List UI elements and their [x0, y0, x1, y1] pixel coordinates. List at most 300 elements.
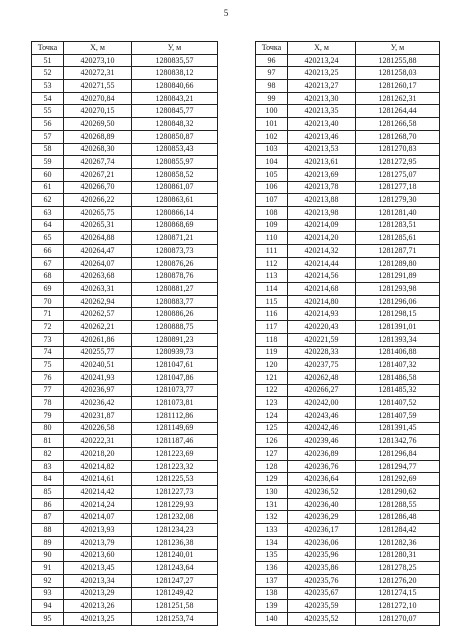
cell-point: 111 — [256, 245, 288, 258]
table-row — [256, 168, 440, 181]
table-header-row — [256, 42, 440, 55]
table-row — [256, 511, 440, 524]
cell-y: 1280835,57 — [132, 54, 218, 67]
cell-point: 75 — [32, 359, 64, 372]
table-row — [32, 524, 218, 537]
cell-x: 420236,17 — [288, 524, 356, 537]
table-row — [256, 397, 440, 410]
table-row — [256, 333, 440, 346]
cell-y: 1281393,34 — [356, 333, 440, 346]
cell-y: 1280840,66 — [132, 80, 218, 93]
cell-x: 420236,40 — [288, 498, 356, 511]
cell-x: 420266,22 — [64, 194, 132, 207]
cell-x: 420228,33 — [288, 346, 356, 359]
cell-point: 88 — [32, 524, 64, 537]
cell-y: 1280850,87 — [132, 130, 218, 143]
table-row — [32, 346, 218, 359]
cell-point: 139 — [256, 600, 288, 613]
cell-x: 420213,24 — [288, 54, 356, 67]
table-row — [32, 371, 218, 384]
cell-x: 420269,50 — [64, 118, 132, 131]
table-row — [32, 206, 218, 219]
cell-x: 420235,52 — [288, 612, 356, 625]
cell-y: 1281292,69 — [356, 473, 440, 486]
cell-y: 1281293,98 — [356, 283, 440, 296]
cell-point: 122 — [256, 384, 288, 397]
cell-x: 420214,68 — [288, 283, 356, 296]
cell-x: 420264,07 — [64, 257, 132, 270]
cell-x: 420214,20 — [288, 232, 356, 245]
cell-point: 125 — [256, 422, 288, 435]
cell-y: 1281270,83 — [356, 143, 440, 156]
cell-y: 1281285,61 — [356, 232, 440, 245]
cell-point: 87 — [32, 511, 64, 524]
cell-y: 1281249,42 — [132, 587, 218, 600]
cell-point: 77 — [32, 384, 64, 397]
cell-point: 89 — [32, 536, 64, 549]
cell-y: 1281270,07 — [356, 612, 440, 625]
table-row — [256, 245, 440, 258]
table-row — [32, 359, 218, 372]
cell-y: 1281223,32 — [132, 460, 218, 473]
cell-point: 117 — [256, 321, 288, 334]
cell-y: 1281486,58 — [356, 371, 440, 384]
cell-x: 420236,06 — [288, 536, 356, 549]
cell-x: 420213,69 — [288, 168, 356, 181]
cell-x: 420213,35 — [288, 105, 356, 118]
cell-x: 420226,58 — [64, 422, 132, 435]
cell-point: 54 — [32, 92, 64, 105]
cell-point: 60 — [32, 168, 64, 181]
cell-point: 100 — [256, 105, 288, 118]
cell-x: 420239,46 — [288, 435, 356, 448]
cell-y: 1280845,77 — [132, 105, 218, 118]
table-row — [256, 206, 440, 219]
cell-y: 1280838,12 — [132, 67, 218, 80]
cell-point: 118 — [256, 333, 288, 346]
table-row — [32, 295, 218, 308]
cell-point: 55 — [32, 105, 64, 118]
cell-point: 97 — [256, 67, 288, 80]
cell-y: 1280868,69 — [132, 219, 218, 232]
cell-point: 66 — [32, 245, 64, 258]
cell-y: 1280861,07 — [132, 181, 218, 194]
table-row — [32, 130, 218, 143]
table-row — [256, 498, 440, 511]
table-row — [32, 245, 218, 258]
cell-x: 420236,42 — [64, 397, 132, 410]
cell-x: 420213,61 — [288, 156, 356, 169]
cell-y: 1280873,73 — [132, 245, 218, 258]
table-row — [256, 105, 440, 118]
cell-point: 57 — [32, 130, 64, 143]
cell-point: 86 — [32, 498, 64, 511]
cell-x: 420213,40 — [288, 118, 356, 131]
cell-x: 420262,57 — [64, 308, 132, 321]
cell-x: 420237,75 — [288, 359, 356, 372]
cell-point: 95 — [32, 612, 64, 625]
cell-point: 133 — [256, 524, 288, 537]
cell-x: 420241,93 — [64, 371, 132, 384]
table-row — [256, 270, 440, 283]
cell-x: 420213,93 — [64, 524, 132, 537]
cell-y: 1281290,62 — [356, 486, 440, 499]
cell-y: 1281266,58 — [356, 118, 440, 131]
cell-y: 1281149,69 — [132, 422, 218, 435]
header-point: Точка — [32, 42, 64, 55]
cell-point: 109 — [256, 219, 288, 232]
cell-point: 70 — [32, 295, 64, 308]
cell-y: 1281406,88 — [356, 346, 440, 359]
table-row — [256, 409, 440, 422]
cell-y: 1281225,53 — [132, 473, 218, 486]
cell-y: 1281280,31 — [356, 549, 440, 562]
cell-x: 420235,76 — [288, 574, 356, 587]
cell-y: 1281391,01 — [356, 321, 440, 334]
cell-y: 1281274,15 — [356, 587, 440, 600]
table-row — [32, 92, 218, 105]
table-row — [32, 67, 218, 80]
cell-x: 420213,88 — [288, 194, 356, 207]
cell-y: 1281234,23 — [132, 524, 218, 537]
cell-x: 420220,43 — [288, 321, 356, 334]
table-row — [32, 473, 218, 486]
cell-y: 1281272,10 — [356, 600, 440, 613]
cell-y: 1281047,86 — [132, 371, 218, 384]
table-row — [32, 397, 218, 410]
cell-point: 112 — [256, 257, 288, 270]
cell-x: 420213,78 — [288, 181, 356, 194]
cell-x: 420214,44 — [288, 257, 356, 270]
cell-y: 1280881,27 — [132, 283, 218, 296]
cell-point: 93 — [32, 587, 64, 600]
table-row — [32, 384, 218, 397]
cell-y: 1281227,73 — [132, 486, 218, 499]
cell-y: 1281278,25 — [356, 562, 440, 575]
cell-y: 1280853,43 — [132, 143, 218, 156]
cell-x: 420236,52 — [288, 486, 356, 499]
cell-y: 1280855,97 — [132, 156, 218, 169]
cell-point: 71 — [32, 308, 64, 321]
cell-point: 98 — [256, 80, 288, 93]
cell-y: 1281281,40 — [356, 206, 440, 219]
cell-point: 67 — [32, 257, 64, 270]
cell-y: 1281296,84 — [356, 448, 440, 461]
table-row — [256, 587, 440, 600]
header-x: X, м — [288, 42, 356, 55]
cell-x: 420265,75 — [64, 206, 132, 219]
cell-point: 134 — [256, 536, 288, 549]
table-row — [256, 80, 440, 93]
cell-point: 61 — [32, 181, 64, 194]
cell-point: 63 — [32, 206, 64, 219]
cell-point: 56 — [32, 118, 64, 131]
cell-point: 84 — [32, 473, 64, 486]
cell-y: 1281253,74 — [132, 612, 218, 625]
cell-x: 420214,09 — [288, 219, 356, 232]
cell-point: 132 — [256, 511, 288, 524]
cell-y: 1281298,15 — [356, 308, 440, 321]
cell-x: 420213,45 — [64, 562, 132, 575]
cell-y: 1280886,26 — [132, 308, 218, 321]
cell-y: 1281112,86 — [132, 409, 218, 422]
cell-y: 1281407,59 — [356, 409, 440, 422]
cell-y: 1280848,32 — [132, 118, 218, 131]
cell-point: 107 — [256, 194, 288, 207]
cell-y: 1281247,27 — [132, 574, 218, 587]
cell-x: 420236,76 — [288, 460, 356, 473]
cell-point: 115 — [256, 295, 288, 308]
cell-x: 420221,59 — [288, 333, 356, 346]
cell-point: 91 — [32, 562, 64, 575]
cell-point: 83 — [32, 460, 64, 473]
cell-y: 1280878,76 — [132, 270, 218, 283]
cell-point: 106 — [256, 181, 288, 194]
table-row — [32, 333, 218, 346]
cell-point: 110 — [256, 232, 288, 245]
table-row — [32, 270, 218, 283]
cell-point: 58 — [32, 143, 64, 156]
cell-point: 128 — [256, 460, 288, 473]
cell-point: 101 — [256, 118, 288, 131]
table-row — [256, 130, 440, 143]
cell-point: 129 — [256, 473, 288, 486]
cell-x: 420213,53 — [288, 143, 356, 156]
cell-y: 1281268,70 — [356, 130, 440, 143]
table-row — [32, 574, 218, 587]
cell-point: 138 — [256, 587, 288, 600]
table-row — [32, 448, 218, 461]
cell-y: 1281275,07 — [356, 168, 440, 181]
cell-x: 420262,94 — [64, 295, 132, 308]
table-row — [32, 181, 218, 194]
cell-point: 80 — [32, 422, 64, 435]
cell-point: 140 — [256, 612, 288, 625]
cell-x: 420213,46 — [288, 130, 356, 143]
cell-point: 120 — [256, 359, 288, 372]
cell-x: 420235,67 — [288, 587, 356, 600]
table-row — [256, 359, 440, 372]
cell-point: 62 — [32, 194, 64, 207]
cell-y: 1281287,71 — [356, 245, 440, 258]
cell-x: 420263,68 — [64, 270, 132, 283]
cell-point: 85 — [32, 486, 64, 499]
cell-x: 420236,64 — [288, 473, 356, 486]
cell-point: 108 — [256, 206, 288, 219]
cell-point: 99 — [256, 92, 288, 105]
cell-y: 1281243,64 — [132, 562, 218, 575]
cell-x: 420261,86 — [64, 333, 132, 346]
cell-point: 68 — [32, 270, 64, 283]
table-row — [32, 283, 218, 296]
table-row — [32, 105, 218, 118]
cell-y: 1281229,93 — [132, 498, 218, 511]
cell-point: 51 — [32, 54, 64, 67]
cell-point: 82 — [32, 448, 64, 461]
table-row — [256, 473, 440, 486]
table-row — [256, 308, 440, 321]
cell-x: 420270,84 — [64, 92, 132, 105]
cell-point: 53 — [32, 80, 64, 93]
cell-y: 1280866,14 — [132, 206, 218, 219]
cell-point: 79 — [32, 409, 64, 422]
cell-x: 420213,25 — [64, 612, 132, 625]
cell-x: 420271,55 — [64, 80, 132, 93]
header-y: У, м — [132, 42, 218, 55]
cell-point: 74 — [32, 346, 64, 359]
table-row — [32, 435, 218, 448]
cell-y: 1280843,21 — [132, 92, 218, 105]
cell-x: 420214,32 — [288, 245, 356, 258]
cell-x: 420266,27 — [288, 384, 356, 397]
cell-point: 114 — [256, 283, 288, 296]
cell-point: 76 — [32, 371, 64, 384]
cell-x: 420213,26 — [64, 600, 132, 613]
cell-x: 420263,31 — [64, 283, 132, 296]
table-row — [256, 460, 440, 473]
cell-x: 420214,56 — [288, 270, 356, 283]
cell-y: 1281232,08 — [132, 511, 218, 524]
table-row — [32, 498, 218, 511]
cell-point: 124 — [256, 409, 288, 422]
cell-x: 420265,31 — [64, 219, 132, 232]
cell-point: 123 — [256, 397, 288, 410]
cell-point: 116 — [256, 308, 288, 321]
table-row — [256, 181, 440, 194]
cell-x: 420272,31 — [64, 67, 132, 80]
cell-y: 1281289,80 — [356, 257, 440, 270]
cell-x: 420236,97 — [64, 384, 132, 397]
table-row — [32, 587, 218, 600]
table-row — [32, 562, 218, 575]
cell-x: 420214,61 — [64, 473, 132, 486]
cell-x: 420268,30 — [64, 143, 132, 156]
table-row — [32, 409, 218, 422]
cell-point: 59 — [32, 156, 64, 169]
cell-point: 92 — [32, 574, 64, 587]
table-row — [256, 257, 440, 270]
cell-y: 1281262,31 — [356, 92, 440, 105]
table-row — [32, 194, 218, 207]
table-row — [256, 574, 440, 587]
table-row — [32, 460, 218, 473]
cell-y: 1281258,03 — [356, 67, 440, 80]
cell-point: 73 — [32, 333, 64, 346]
table-row — [256, 67, 440, 80]
cell-x: 420242,00 — [288, 397, 356, 410]
table-row — [32, 600, 218, 613]
table-row — [32, 54, 218, 67]
page-number: 5 — [223, 8, 229, 18]
cell-x: 420235,59 — [288, 600, 356, 613]
cell-point: 65 — [32, 232, 64, 245]
cell-y: 1281296,06 — [356, 295, 440, 308]
header-x: X, м — [64, 42, 132, 55]
cell-x: 420264,88 — [64, 232, 132, 245]
cell-x: 420267,21 — [64, 168, 132, 181]
cell-point: 103 — [256, 143, 288, 156]
table-row — [256, 600, 440, 613]
table-row — [32, 219, 218, 232]
cell-x: 420270,15 — [64, 105, 132, 118]
cell-point: 126 — [256, 435, 288, 448]
table-row — [256, 321, 440, 334]
cell-y: 1281277,18 — [356, 181, 440, 194]
cell-point: 127 — [256, 448, 288, 461]
table-row — [32, 232, 218, 245]
table-row — [256, 549, 440, 562]
cell-point: 119 — [256, 346, 288, 359]
header-y: У, м — [356, 42, 440, 55]
table-row — [256, 143, 440, 156]
header-point: Точка — [256, 42, 288, 55]
table-row — [256, 371, 440, 384]
coordinates-table-left — [31, 41, 218, 626]
cell-y: 1281255,88 — [356, 54, 440, 67]
cell-point: 102 — [256, 130, 288, 143]
table-row — [32, 511, 218, 524]
cell-point: 105 — [256, 168, 288, 181]
table-row — [256, 536, 440, 549]
cell-point: 121 — [256, 371, 288, 384]
cell-x: 420264,47 — [64, 245, 132, 258]
cell-y: 1281240,01 — [132, 549, 218, 562]
cell-x: 420262,21 — [64, 321, 132, 334]
cell-x: 420218,20 — [64, 448, 132, 461]
cell-y: 1281264,44 — [356, 105, 440, 118]
table-row — [32, 486, 218, 499]
cell-y: 1281279,30 — [356, 194, 440, 207]
cell-x: 420243,46 — [288, 409, 356, 422]
table-row — [256, 156, 440, 169]
cell-point: 131 — [256, 498, 288, 511]
cell-x: 420213,25 — [288, 67, 356, 80]
cell-x: 420213,29 — [64, 587, 132, 600]
cell-x: 420231,87 — [64, 409, 132, 422]
cell-x: 420213,98 — [288, 206, 356, 219]
cell-y: 1281251,58 — [132, 600, 218, 613]
table-row — [256, 92, 440, 105]
cell-point: 113 — [256, 270, 288, 283]
cell-x: 420236,89 — [288, 448, 356, 461]
cell-y: 1281073,77 — [132, 384, 218, 397]
table-row — [256, 435, 440, 448]
cell-x: 420222,31 — [64, 435, 132, 448]
cell-y: 1281286,48 — [356, 511, 440, 524]
cell-point: 104 — [256, 156, 288, 169]
cell-point: 94 — [32, 600, 64, 613]
table-row — [32, 118, 218, 131]
cell-y: 1281485,32 — [356, 384, 440, 397]
table-row — [256, 283, 440, 296]
cell-x: 420213,60 — [64, 549, 132, 562]
table-row — [32, 168, 218, 181]
cell-y: 1281260,17 — [356, 80, 440, 93]
table-row — [256, 562, 440, 575]
table-row — [32, 422, 218, 435]
table-row — [32, 321, 218, 334]
cell-y: 1281294,77 — [356, 460, 440, 473]
table-row — [256, 384, 440, 397]
cell-y: 1281236,38 — [132, 536, 218, 549]
cell-x: 420240,51 — [64, 359, 132, 372]
table-row — [256, 486, 440, 499]
table-row — [256, 232, 440, 245]
cell-x: 420214,80 — [288, 295, 356, 308]
cell-y: 1281284,42 — [356, 524, 440, 537]
cell-point: 78 — [32, 397, 64, 410]
cell-y: 1280876,26 — [132, 257, 218, 270]
